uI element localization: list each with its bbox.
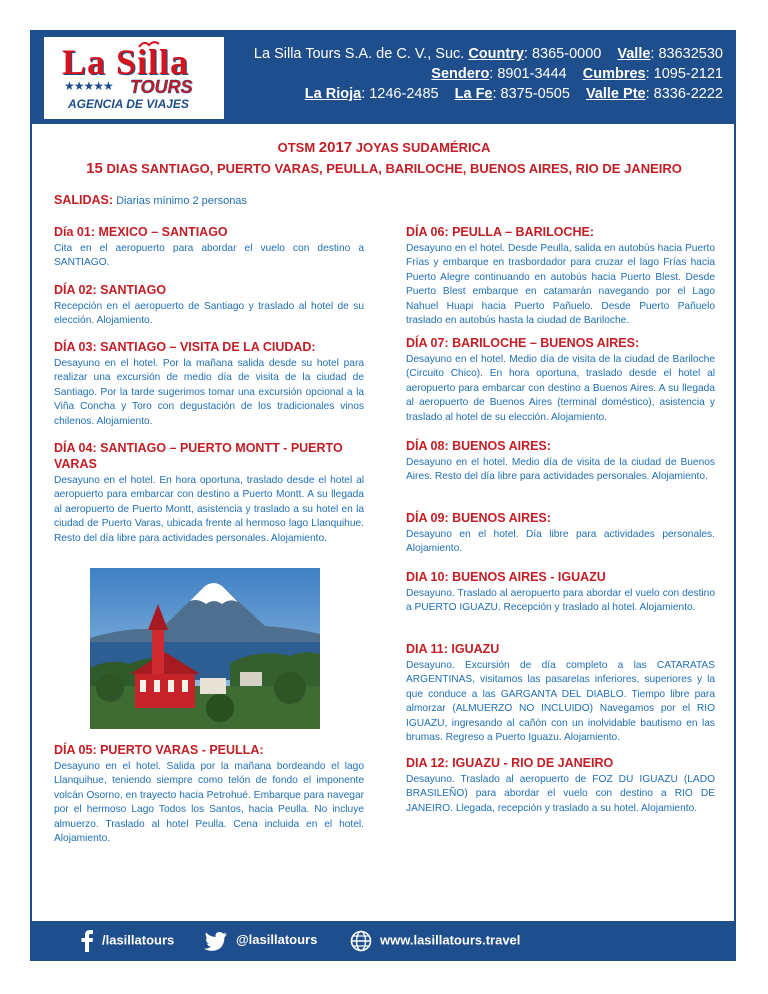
tour-route	[0, 160, 768, 177]
day-title: DIA 10: BUENOS AIRES - IGUAZU	[406, 570, 606, 584]
day-text: Desayuno en el hotel. Medio día de visita de la ciudad de Buenos Aires. Resto del día libre para actividades personales. Alojamiento.	[406, 457, 715, 483]
day-text: Desayuno. Traslado al aeropuerto para abordar el vuelo con destino a PUERTO IGUAZU. Recepción y traslado al hotel. Alojamiento.	[406, 588, 715, 614]
day-text: Desayuno en el hotel. Día libre para actividades personales. Alojamiento.	[406, 529, 715, 555]
day-title: DÍA 08: BUENOS AIRES:	[406, 439, 551, 453]
day-09	[406, 510, 715, 557]
branch-phone: : 8365-0000	[523, 46, 602, 62]
day-text: Cita en el aeropuerto para abordar el vuelo con destino a SANTIAGO.	[54, 243, 364, 269]
day-title: DÍA 04: SANTIAGO – PUERTO MONTT - PUERTO VARAS	[54, 441, 343, 471]
facebook-link[interactable]	[80, 930, 174, 952]
day-title: DÍA 03: SANTIAGO – VISITA DE LA CIUDAD:	[54, 340, 316, 354]
branch-label: La Rioja	[304, 86, 362, 102]
day-text: Desayuno en el hotel. En hora oportuna, traslado desde el hotel al aeropuerto para embarcar con destino a Puerto Montt. A su llegada al aeropuerto de Puerto Montt, asistencia y traslado a su hotel en la ciudad de Puerto Varas, ubicada frente al hermoso lago Llanquihue. Resto del día libre para actividades personales. Alojamiento.	[54, 475, 364, 544]
website-link[interactable]	[350, 930, 520, 952]
logo-subtitle: AGENCIA DE VIAJES	[68, 97, 189, 111]
facebook-icon	[80, 930, 94, 952]
tour-title	[0, 139, 768, 156]
branch-label: Country	[468, 46, 524, 62]
company-name: La Silla Tours S.A. de C. V., Suc.	[253, 46, 465, 62]
day-04	[54, 440, 364, 546]
logo-title: La Silla	[62, 42, 190, 82]
day-title: DIA 12: IGUAZU - RIO DE JANEIRO	[406, 756, 614, 770]
day-02	[54, 282, 364, 329]
branch-phone: : 8901-3444	[489, 66, 567, 82]
branch-label: La Fe	[454, 86, 493, 102]
globe-icon	[350, 930, 372, 952]
day-01	[54, 224, 364, 271]
day-text: Desayuno en el hotel. Desde Peulla, salida en autobús hacia Puerto Frías y embarque en trasbordador para cruzar el lago Frías hacia Puerto Alegre continuando en autobús hacia Puerto Blest. Desde Puerto Blest embarque en catamarán navegando por el Lago Nahuel Huapi hacia Puerto Pañuelo. Desde Puerto Pañuelo traslado en autobús hasta la ciudad de Bariloche.	[406, 243, 715, 327]
branch-phone: : 8375-0505	[492, 86, 570, 102]
tour-code: OTSM	[277, 140, 316, 155]
day-title: DÍA 02: SANTIAGO	[54, 283, 167, 297]
contact-info	[254, 44, 723, 104]
day-title: DÍA 07: BARILOCHE – BUENOS AIRES:	[406, 336, 640, 350]
website-url: www.lasillatours.travel	[380, 932, 521, 948]
tour-year: 2017	[318, 139, 353, 156]
branch-label: Valle	[617, 46, 651, 62]
branch-label: Valle Pte	[585, 86, 646, 102]
twitter-link[interactable]	[204, 930, 317, 951]
day-title: Día 01: MEXICO – SANTIAGO	[54, 225, 228, 239]
branch-label: Cumbres	[582, 66, 646, 82]
facebook-handle: /lasillatours	[102, 932, 175, 948]
day-title: DIA 11: IGUAZU	[406, 642, 500, 656]
day-11	[406, 641, 715, 745]
contact-line-3	[254, 84, 723, 104]
tour-name: JOYAS SUDAMÉRICA	[355, 140, 491, 155]
departures-text: Diarias mínimo 2 personas	[116, 195, 247, 207]
branch-phone: : 1095-2121	[645, 66, 723, 82]
day-03	[54, 339, 364, 429]
departures	[54, 193, 247, 207]
branch-phone: : 1246-2485	[361, 86, 439, 102]
day-text: Recepción en el aeropuerto de Santiago y traslado al hotel de su elección. Alojamiento.	[54, 301, 364, 327]
day-10	[406, 569, 715, 616]
day-title: DÍA 05: PUERTO VARAS - PEULLA:	[54, 743, 264, 757]
day-text: Desayuno en el hotel. Por la mañana salida desde su hotel para realizar una excursión de medio día de visita de la ciudad de Santiago. Por la tarde sugerimos tomar una excursión opcional a la Viña Concha y Toro con degustación de los tradicionales vinos chilenos. Alojamiento.	[54, 358, 364, 427]
contact-line-1	[254, 44, 723, 64]
day-title: DÍA 09: BUENOS AIRES:	[406, 511, 551, 525]
logo-tours: TOURS	[130, 77, 193, 97]
departures-label: SALIDAS:	[54, 193, 114, 207]
tour-days: 15	[86, 160, 103, 177]
footer-bar	[32, 921, 734, 959]
day-07	[406, 335, 715, 425]
day-text: Desayuno. Excursión de día completo a las CATARATAS ARGENTINAS, visitamos las pasarelas inferiores, superiores y la que conduce a las GARGANTA DEL DIABLO. Tiempo libre para almorzar (ALMUERZO NO INCLUIDO) Navegamos por el RIO IGUAZU, ingresando al cañón con un inolvidable bautismo en las brumas. Regreso a Puerto Iguazu. Alojamiento.	[406, 660, 715, 744]
day-08	[406, 438, 715, 485]
day-05	[54, 742, 364, 846]
day-text: Desayuno en el hotel. Salida por la mañana bordeando el lago Llanquihue, teniendo siempre como telón de fondo el imponente volcán Osorno, en trayecto hacia Petrohué. Embarque para navegar por el hermoso Lago Todos los Santos, hacia Peulla. No incluye almuerzo. Traslado al hotel Peulla. Cena incluida en el hotel. Alojamiento.	[54, 761, 364, 845]
day-text: Desayuno en el hotel. Medio día de visita de la ciudad de Bariloche (Circuito Chico). En hora oportuna, traslado desde el hotel al aeropuerto para embarcar con destino a Buenos Aires. A su llegada al aeropuerto de Buenos Aires (terminal doméstico), asistencia y traslado al hotel de su elección. Alojamiento.	[406, 354, 715, 423]
day-text: Desayuno. Traslado al aeropuerto de FOZ DU IGUAZU (LADO BRASILEÑO) para abordar el vuelo con destino a RIO DE JANEIRO. Llegada, recepción y traslado a su hotel. Alojamiento.	[406, 774, 715, 814]
branch-phone: : 83632530	[650, 46, 723, 62]
day-title: DÍA 06: PEULLA – BARILOCHE:	[406, 225, 594, 239]
logo-stars: ★★★★★	[64, 79, 113, 93]
contact-line-2	[254, 64, 723, 84]
osorno-volcano-photo	[90, 568, 320, 729]
branch-phone: : 8336-2222	[645, 86, 723, 102]
twitter-icon	[204, 931, 228, 951]
tour-route-text: DIAS SANTIAGO, PUERTO VARAS, PEULLA, BARILOCHE, BUENOS AIRES, RIO DE JANEIRO	[106, 161, 682, 176]
branch-label: Sendero	[431, 66, 490, 82]
twitter-handle: @lasillatours	[236, 932, 318, 947]
day-12	[406, 755, 715, 816]
day-06	[406, 224, 715, 328]
logo	[44, 37, 224, 119]
